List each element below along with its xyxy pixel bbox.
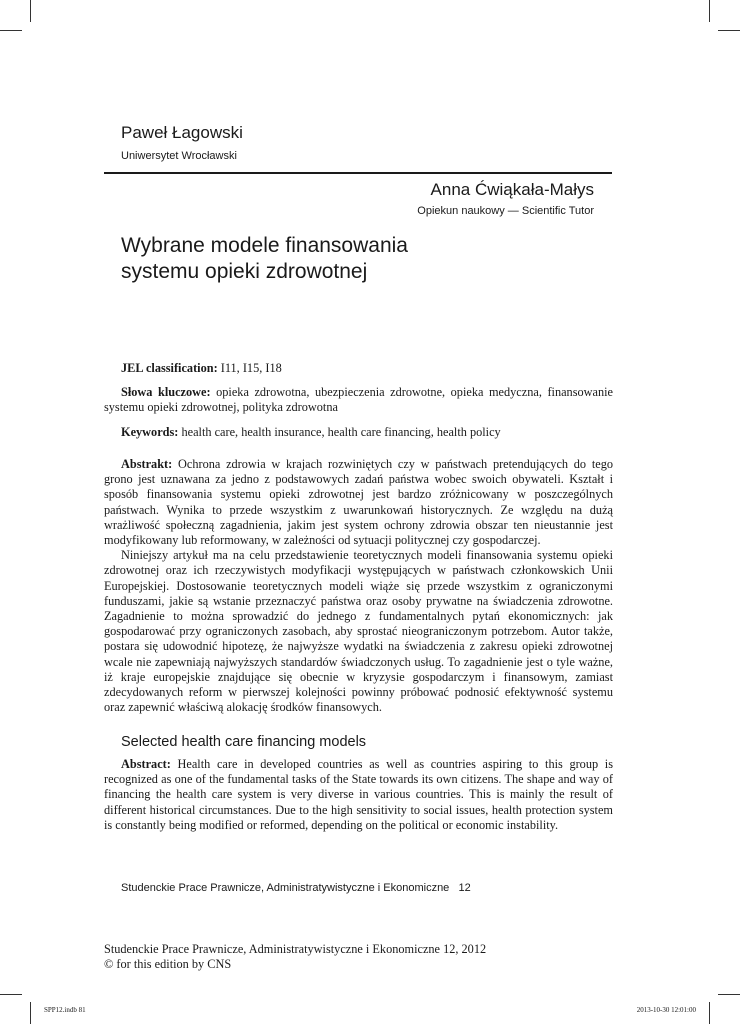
jel-label: JEL classification: [121,361,218,375]
crop-mark [30,1002,31,1024]
keywords-value: health care, health insurance, health care financing, health policy [181,425,501,439]
title-line: Wybrane modele finansowania [121,234,408,257]
article-title [121,233,591,285]
author-affiliation: Uniwersytet Wrocławski [121,150,237,162]
citation-block [104,942,486,972]
jel-classification [104,361,613,376]
slowa-kluczowe [104,385,613,415]
copyright-line: © for this edition by CNS [104,957,232,971]
slowa-value: opieka zdrowotna, ubezpieczenia zdrowotne, opieka medyczna, finansowanie systemu opieki zdrowotnej, polityka zdrowotna [104,385,613,415]
slowa-label: Słowa kluczowe: [121,385,211,399]
printer-slug-date: 2013-10-30 12:01:00 [636,1006,696,1014]
crop-mark [30,0,31,22]
keywords-label: Keywords: [121,425,179,439]
crop-mark [0,994,22,995]
printer-slug-file: SPP12.indb 81 [44,1006,86,1014]
abstrakt-paragraph: Niniejszy artykuł ma na celu przedstawienie teoretycznych modeli finansowania systemu opieki zdrowotnej oraz ich rzeczywistych modyfikacji występujących w państwach członkowskich Unii Europejskiej. Dostosowanie teoretycznych modeli wiąże się przede wszystkim z ograniczonymi funduszami, jakie są wstanie przeznaczyć państwa oraz osoby prywatne na świadczenia zdrowotne. Zagadnienie to można sprowadzić do jednego z fundamentalnych pytań ekonomicznych: jak gospodarować przy ograniczonych zasobach, aby sprostać nieograniczonym potrzebom. Autor także, postara się udowodnić hipotezę, że najwyższe wydatki na świadczenia z zakresu opieki zdrowotnej wcale nie zapewniają najwyższych standardów świadczonych usług. To zagadnienie jest o tyle ważne, iż kraje europejskie znajdujące się obecnie w kryzysie gospodarczym i finansowym, zamiast zdecydowanych reform w pierwszej kolejności powinny próbować podnosić efektywność systemu oraz zapewnić właściwą alokację środków finansowych. [104,548,613,715]
abstrakt [104,457,613,715]
author-name: Paweł Łagowski [121,123,243,142]
abstract-label: Abstract: [121,757,171,771]
abstract-text: Health care in developed countries as well as countries aspiring to this group is recognized as one of the fundamental tasks of the State towards its own citizens. The shape and way of financing the health care system is very diverse in various countries. This is mainly the result of different historical circumstances. Due to the high sensitivity to social issues, health protection system is constantly being modified or reformed, depending on the political or economic instability. [104,757,613,832]
crop-mark [0,30,22,31]
header-rule [104,172,612,174]
keywords [104,425,613,440]
crop-mark [718,30,740,31]
running-footer [121,882,471,894]
journal-name: Studenckie Prace Prawnicze, Administratywistyczne i Ekonomiczne [121,882,450,894]
crop-mark [709,0,710,22]
crop-mark [709,1002,710,1024]
jel-value: I11, I15, I18 [220,361,282,375]
english-abstract [104,757,613,833]
abstrakt-paragraph: Ochrona zdrowia w krajach rozwiniętych czy w państwach pretendujących do tego grono jest uznawana za jedno z podstawowych zadań państwa wobec swoich obywateli. Kształt i sposób finansowania systemu opieki zdrowotnej jest bardzo zróżnicowany w poszczególnych państwach. Wynika to przede wszystkim z uwarunkowań historycznych. Ze względu na dużą wrażliwość społeczną zagadnienia, jakim jest system ochrony zdrowia obszar ten nieustannie jest modyfikowany lub reformowany, w zależności od sytuacji politycznej czy gospodarczej. [104,457,613,548]
citation-line: Studenckie Prace Prawnicze, Administratywistyczne i Ekonomiczne 12, 2012 [104,942,487,956]
english-title: Selected health care financing models [121,734,367,750]
title-line: systemu opieki zdrowotnej [121,260,368,283]
tutor-role: Opiekun naukowy — Scientific Tutor [417,205,594,217]
issue-number: 12 [458,882,471,894]
tutor-name: Anna Ćwiąkała-Małys [430,180,594,199]
crop-mark [718,994,740,995]
abstrakt-label: Abstrakt: [121,457,173,471]
